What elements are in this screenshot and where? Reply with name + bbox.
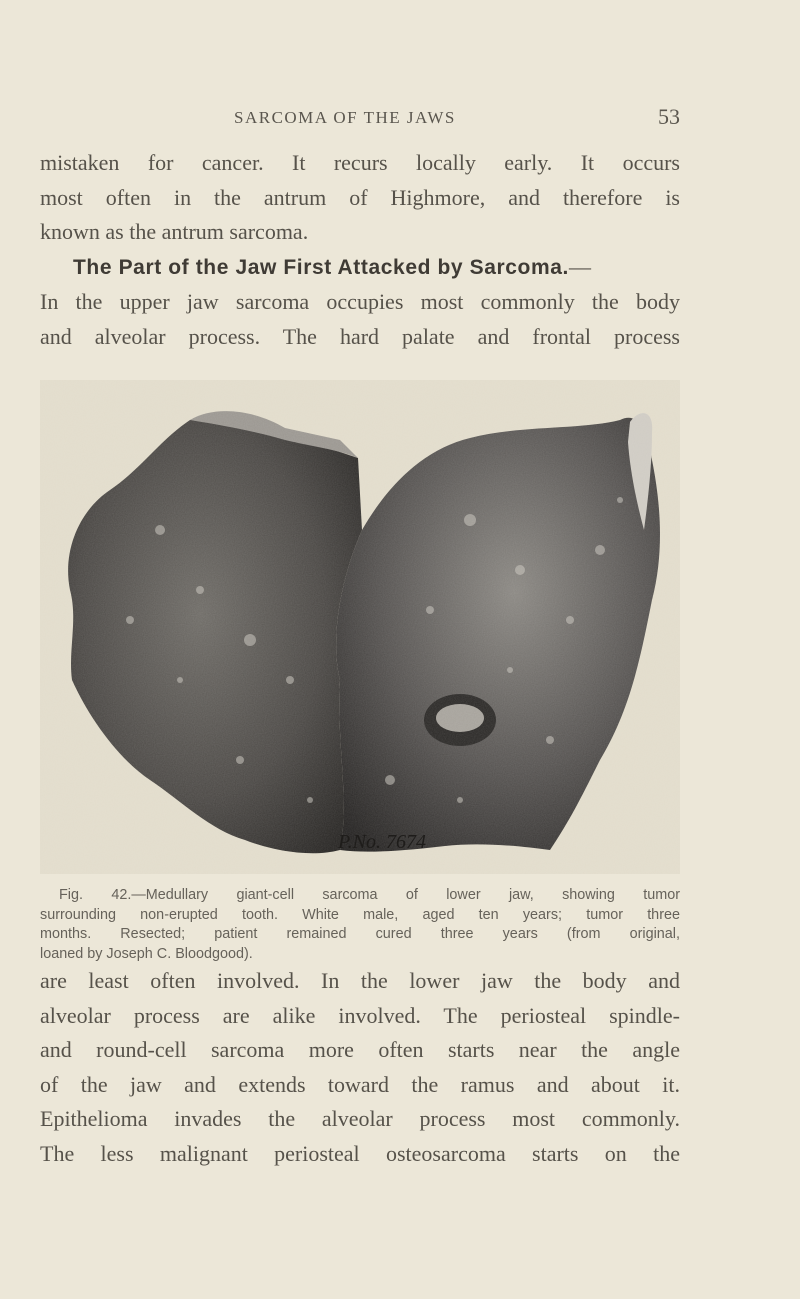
text-line: alveolar process are alike involved. The periosteal spindle- bbox=[40, 1002, 680, 1028]
caption-line: surrounding non-erupted tooth. White male, aged ten years; tumor three bbox=[40, 906, 680, 923]
text-line: most often in the antrum of Highmore, and therefore is bbox=[40, 184, 680, 210]
text-line: are least often involved. In the lower jaw the body and bbox=[40, 968, 680, 993]
caption-line: months. Resected; patient remained cured three years (from original, bbox=[40, 926, 680, 942]
body-text-bottom bbox=[40, 964, 680, 1171]
text-line: and alveolar process. The hard palate and frontal process bbox=[40, 323, 680, 349]
section-heading: The Part of the Jaw First Attacked by Sarcoma. bbox=[73, 255, 569, 279]
text-line: The less malignant periosteal osteosarcoma starts on the bbox=[40, 1140, 680, 1166]
specimen-label: P.No. 7674 bbox=[338, 831, 426, 853]
body-text-top bbox=[40, 146, 680, 354]
specimen-photograph bbox=[40, 380, 680, 874]
text-line: mistaken for cancer. It recurs locally early. It occurs bbox=[40, 150, 680, 175]
heading-dash: — bbox=[568, 253, 591, 279]
text-line: known as the antrum sarcoma. bbox=[40, 219, 309, 244]
text-line: of the jaw and extends toward the ramus and about it. bbox=[40, 1071, 680, 1097]
caption-line: loaned by Joseph C. Bloodgood). bbox=[40, 945, 253, 962]
running-title: SARCOMA OF THE JAWS bbox=[234, 108, 456, 127]
figure-caption bbox=[40, 886, 680, 964]
caption-line: Fig. 42.—Medullary giant-cell sarcoma of lower jaw, showing tumor bbox=[59, 887, 680, 903]
text-line: and round-cell sarcoma more often starts near the angle bbox=[40, 1037, 680, 1062]
text-line: In the upper jaw sarcoma occupies most commonly the body bbox=[40, 289, 680, 314]
jaw-specimen-image bbox=[40, 380, 680, 874]
text-line: Epithelioma invades the alveolar process most commonly. bbox=[40, 1106, 680, 1131]
section-heading-line bbox=[40, 250, 680, 286]
page-number: 53 bbox=[658, 104, 680, 129]
